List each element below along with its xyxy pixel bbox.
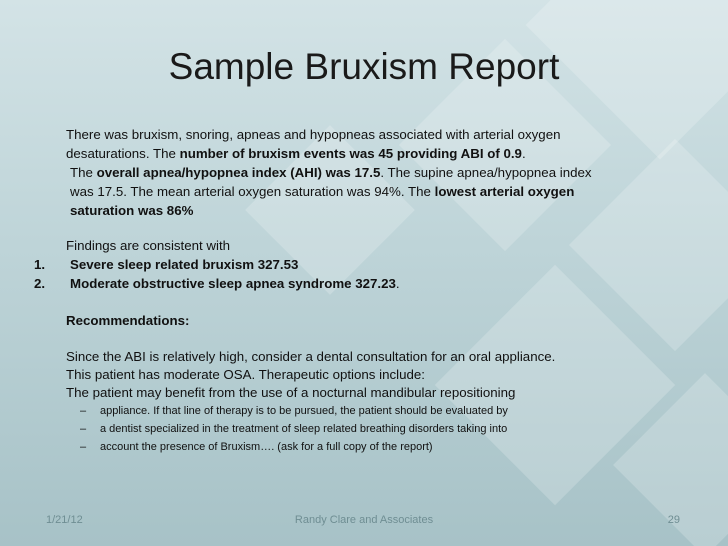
lowest-saturation-value: saturation was 86%: [70, 203, 194, 218]
slide-number: 29: [667, 514, 680, 526]
footer-date: 1/21/12: [46, 514, 83, 526]
report-paragraph-line: There was bruxism, snoring, apneas and hypopneas associated with arterial oxygen: [66, 127, 561, 142]
report-paragraph-line: [70, 183, 574, 201]
finding-tail: .: [395, 276, 400, 291]
sub-bullet-dash: –: [80, 441, 87, 453]
finding-text: Moderate obstructive sleep apnea syndrome 327.23: [70, 276, 396, 291]
ahi-highlight: overall apnea/hypopnea index (AHI) was 17.5: [96, 165, 381, 180]
recommendation-line: This patient has moderate OSA. Therapeutic options include:: [66, 367, 425, 382]
report-paragraph-line: [66, 145, 526, 163]
slide-title: Sample Bruxism Report: [168, 46, 560, 87]
recommendation-line: Since the ABI is relatively high, consider a dental consultation for an oral appliance.: [66, 349, 556, 364]
sub-bullet-text: appliance. If that line of therapy is to be pursued, the patient should be evaluated by: [100, 405, 508, 417]
sub-bullet-text: account the presence of Bruxism…. (ask for a full copy of the report): [100, 441, 433, 453]
finding-number: 2.: [34, 276, 46, 291]
paragraph-text: . The supine apnea/hypopnea index: [380, 165, 592, 180]
finding-item: [70, 275, 400, 293]
bruxism-events-highlight: number of bruxism events was 45 providing ABI of 0.9: [179, 146, 522, 161]
finding-item: [70, 256, 298, 274]
paragraph-text: .: [521, 146, 526, 161]
recommendation-line: The patient may benefit from the use of a nocturnal mandibular repositioning: [66, 385, 516, 400]
sub-bullet-dash: –: [80, 423, 87, 435]
footer-presenter: Randy Clare and Associates: [294, 514, 434, 526]
paragraph-text: desaturations. The: [66, 146, 180, 161]
recommendations-heading: Recommendations:: [66, 313, 190, 328]
paragraph-text: The: [70, 165, 97, 180]
report-paragraph-line: [70, 164, 592, 182]
sub-bullet-text: a dentist specialized in the treatment of sleep related breathing disorders taking into: [100, 423, 508, 435]
lowest-saturation-highlight: lowest arterial oxygen: [434, 184, 575, 199]
findings-intro: Findings are consistent with: [66, 238, 231, 253]
finding-number: 1.: [34, 257, 46, 272]
sub-bullet-dash: –: [80, 405, 87, 417]
finding-text: Severe sleep related bruxism 327.53: [70, 257, 299, 272]
paragraph-text: was 17.5. The mean arterial oxygen saturation was 94%. The: [70, 184, 435, 199]
